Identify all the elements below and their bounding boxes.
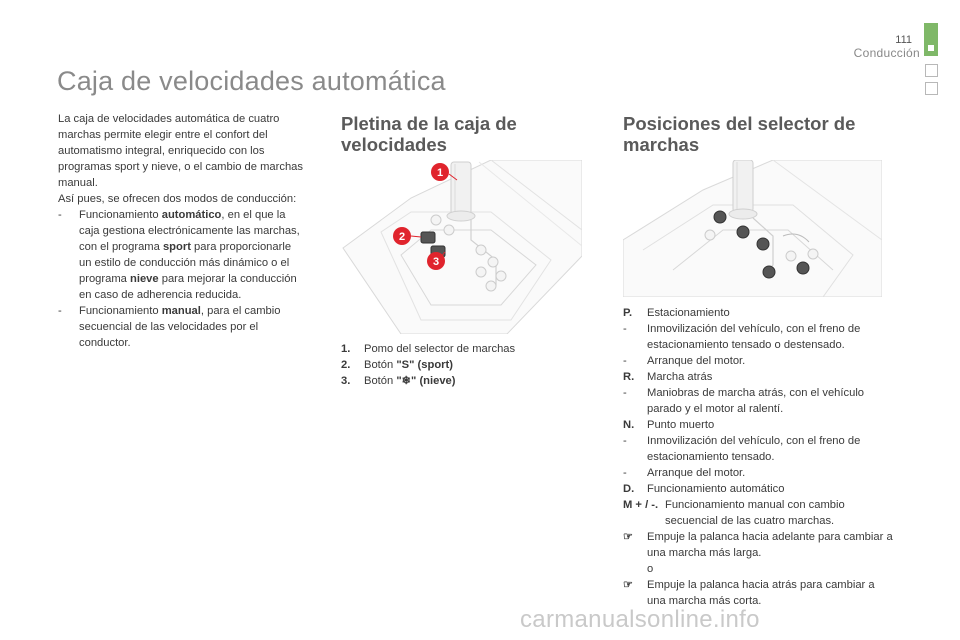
position-detail: - Arranque del motor. [623, 467, 746, 479]
pointer-icon: ☞ [623, 531, 634, 543]
position-item: P. Estacionamiento [623, 307, 730, 319]
svg-text:3: 3 [432, 256, 440, 268]
position-detail: - Arranque del motor. [623, 355, 746, 367]
mode-item-automatic: - Funcionamiento automático, en el que la caja gestiona electrónicamente las marchas, con el programa sport para proporcionarle un estilo de conducción más dinámico o el programa nieve para mejorar la conducción en caso de adherencia reducida. [58, 209, 300, 301]
watermark: carmanualsonline.info [520, 606, 760, 633]
legend-item: 2. Botón "S" (sport) [341, 359, 453, 371]
section-tab-empty-icon[interactable] [925, 64, 938, 77]
section-tab-empty-icon[interactable] [925, 82, 938, 95]
instruction-connector: o [647, 563, 654, 575]
position-item: M + / -. Funcionamiento manual con cambio secuencial de las cuatro marchas. [623, 499, 845, 527]
section-name: Conducción [853, 46, 920, 60]
legend-item: 1. Pomo del selector de marchas [341, 343, 516, 355]
selector-positions-list [623, 305, 893, 609]
callout-3 [427, 252, 445, 270]
instruction-item: ☞ Empuje la palanca hacia atrás para cambiar a una marcha más corta. [623, 579, 875, 607]
selector-positions-illustration [623, 160, 882, 297]
instruction-item: ☞ Empuje la palanca hacia adelante para cambiar a una marcha más larga. [623, 531, 893, 559]
svg-text:2: 2 [398, 231, 406, 243]
position-detail: - Inmovilización del vehículo, con el freno de estacionamiento tensado. [623, 435, 861, 463]
position-detail: - Inmovilización del vehículo, con el freno de estacionamiento tensado o destensado. [623, 323, 861, 351]
pletina-legend [341, 341, 581, 389]
intro-paragraph: Así pues, se ofrecen dos modos de conducción: [58, 193, 297, 205]
legend-item: 3. Botón "❄" (nieve) [341, 375, 456, 387]
section-tab-active-icon[interactable] [924, 23, 938, 56]
section-heading-posiciones: Posiciones del selector de marchas [623, 113, 856, 155]
page-title: Caja de velocidades automática [57, 66, 446, 96]
mode-item-manual: - Funcionamiento manual, para el cambio secuencial de las velocidades por el conductor. [58, 305, 281, 349]
gearbox-plate-illustration [341, 160, 582, 334]
position-item: D. Funcionamiento automático [623, 483, 785, 495]
svg-text:1: 1 [436, 167, 444, 179]
position-item: N. Punto muerto [623, 419, 715, 431]
position-item: R. Marcha atrás [623, 371, 713, 383]
pointer-icon: ☞ [623, 579, 634, 591]
intro-text [58, 111, 304, 351]
position-detail: - Maniobras de marcha atrás, con el vehículo parado y el motor al ralentí. [623, 387, 865, 415]
section-heading-pletina: Pletina de la caja de velocidades [341, 113, 517, 155]
page-number: 111 [895, 34, 912, 46]
intro-paragraph: La caja de velocidades automática de cuatro marchas permite elegir entre el confort del automatismo integral, enriquecido con los programas sport y nieve, o el cambio de marchas manual. [58, 113, 303, 189]
